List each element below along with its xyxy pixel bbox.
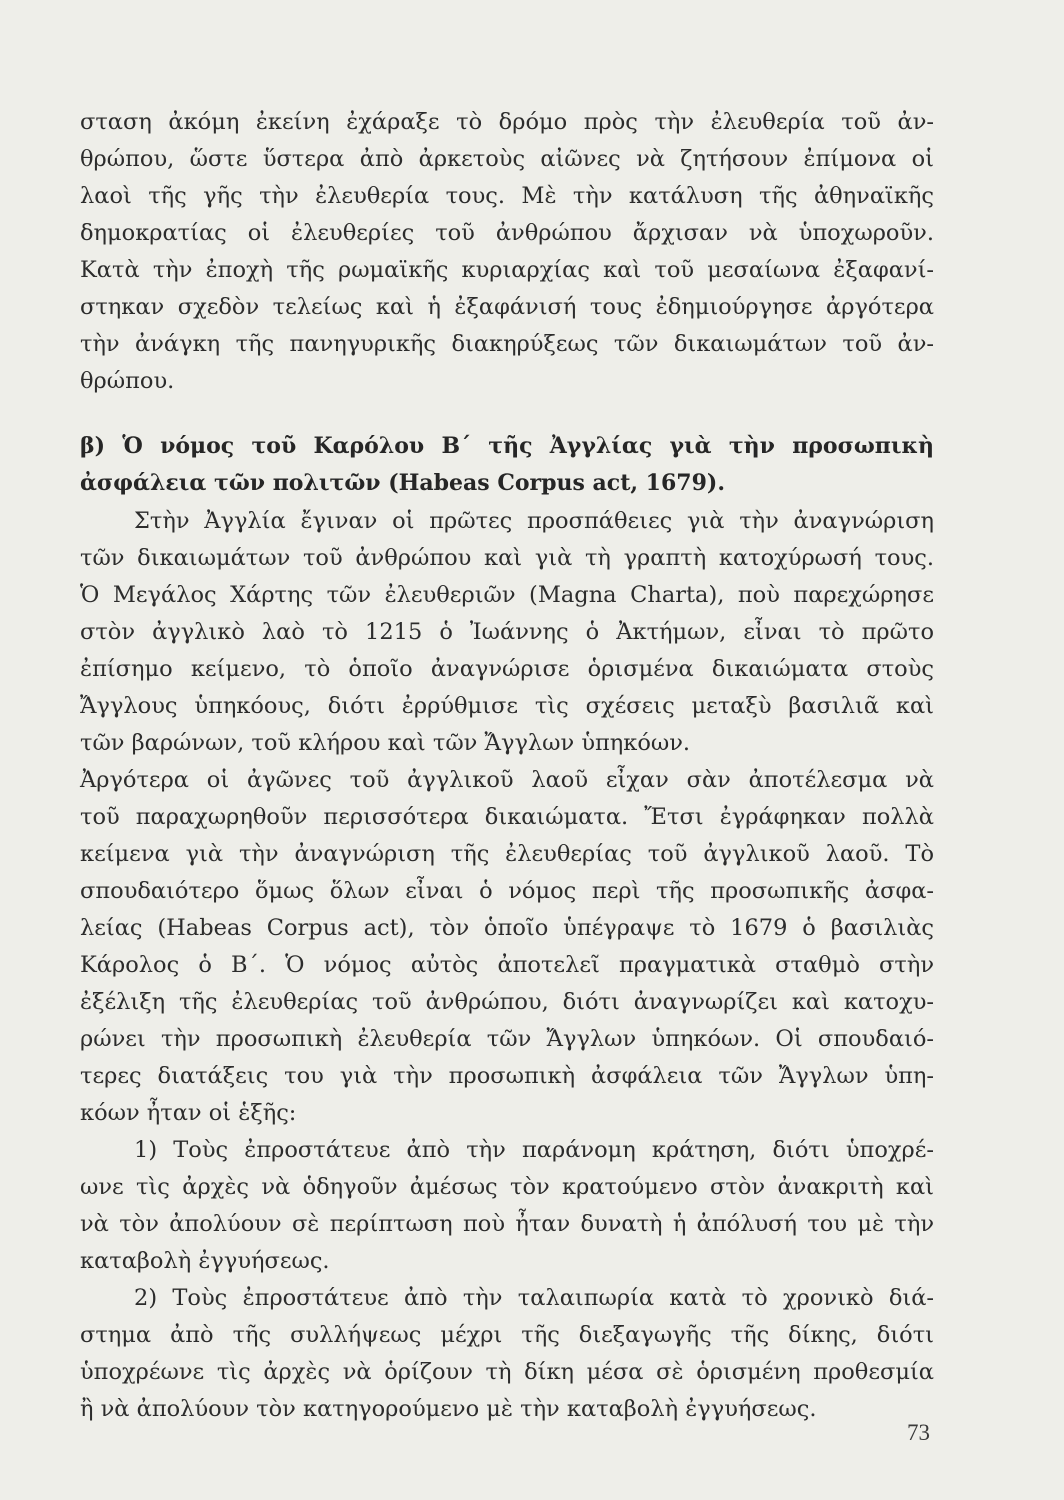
text-line: θρώπου, ὥστε ὕστερα ἀπὸ ἀρκετοὺς αἰῶνες νὰ ζητήσουν ἐπίμονα οἱ xyxy=(80,146,934,172)
text-line: τερες διατάξεις του γιὰ τὴν προσωπικὴ ἀσφάλεια τῶν Ἄγγλων ὑπη- xyxy=(80,1063,934,1089)
text-line: 1) Τοὺς ἐπροστάτευε ἀπὸ τὴν παράνομη κράτηση, διότι ὑποχρέ- xyxy=(134,1137,934,1163)
text-line: δημοκρατίας οἱ ἐλευθερίες τοῦ ἀνθρώπου ἄρχισαν νὰ ὑποχωροῦν. xyxy=(80,220,934,246)
text-line: ἐπίσημο κείμενο, τὸ ὁποῖο ἀναγνώρισε ὁρισμένα δικαιώματα στοὺς xyxy=(80,656,934,682)
text-line: ρώνει τὴν προσωπικὴ ἐλευθερία τῶν Ἄγγλων ὑπηκόων. Οἱ σπουδαιό- xyxy=(80,1026,934,1052)
paragraph-intro xyxy=(80,104,934,400)
text-line: σταση ἀκόμη ἐκείνη ἐχάραξε τὸ δρόμο πρὸς τὴν ἐλευθερία τοῦ ἀν- xyxy=(80,109,934,135)
text-line: νὰ τὸν ἀπολύουν σὲ περίπτωση ποὺ ἦταν δυνατὴ ἡ ἀπόλυσή του μὲ τὴν xyxy=(80,1211,934,1237)
paragraph-england xyxy=(80,503,934,1132)
section-heading xyxy=(80,428,934,502)
text-line: τοῦ παραχωρηθοῦν περισσότερα δικαιώματα. Ἔτσι ἐγράφηκαν πολλὰ xyxy=(80,804,934,830)
text-line: λαοὶ τῆς γῆς τὴν ἐλευθερία τους. Μὲ τὴν κατάλυση τῆς ἀθηναϊκῆς xyxy=(80,183,934,209)
text-line: καταβολὴ ἐγγυήσεως. xyxy=(80,1248,330,1274)
text-line: Ὁ Μεγάλος Χάρτης τῶν ἐλευθεριῶν (Magna Charta), ποὺ παρεχώρησε xyxy=(80,582,934,608)
text-line: κείμενα γιὰ τὴν ἀναγνώριση τῆς ἐλευθερίας τοῦ ἀγγλικοῦ λαοῦ. Τὸ xyxy=(80,841,934,867)
text-line: Κάρολος ὁ Β΄. Ὁ νόμος αὐτὸς ἀποτελεῖ πραγματικὰ σταθμὸ στὴν xyxy=(80,952,934,978)
text-line: Στὴν Ἀγγλία ἔγιναν οἱ πρῶτες προσπάθειες γιὰ τὴν ἀναγνώριση xyxy=(134,508,934,534)
page-number: 73 xyxy=(907,1420,930,1445)
text-line: Κατὰ τὴν ἐποχὴ τῆς ρωμαϊκῆς κυριαρχίας καὶ τοῦ μεσαίωνα ἐξαφανί- xyxy=(80,257,934,283)
text-line: ἐξέλιξη τῆς ἐλευθερίας τοῦ ἀνθρώπου, διότι ἀναγνωρίζει καὶ κατοχυ- xyxy=(80,989,934,1015)
text-line: ὑποχρέωνε τὶς ἀρχὲς νὰ ὁρίζουν τὴ δίκη μέσα σὲ ὁρισμένη προθεσμία xyxy=(80,1359,934,1385)
heading-line: β) Ὁ νόμος τοῦ Καρόλου Β΄ τῆς Ἀγγλίας γιὰ τὴν προσωπικὴ xyxy=(80,433,934,459)
text-line: κόων ἦταν οἱ ἑξῆς: xyxy=(80,1100,297,1126)
text-line: θρώπου. xyxy=(80,368,175,394)
text-line: ωνε τὶς ἀρχὲς νὰ ὁδηγοῦν ἀμέσως τὸν κρατούμενο στὸν ἀνακριτὴ καὶ xyxy=(80,1174,934,1200)
list-item-2 xyxy=(80,1280,934,1428)
text-line: τὴν ἀνάγκη τῆς πανηγυρικῆς διακηρύξεως τῶν δικαιωμάτων τοῦ ἀν- xyxy=(80,331,934,357)
text-line: 2) Τοὺς ἐπροστάτευε ἀπὸ τὴν ταλαιπωρία κατὰ τὸ χρονικὸ διά- xyxy=(134,1285,934,1311)
text-line: τῶν βαρώνων, τοῦ κλήρου καὶ τῶν Ἄγγλων ὑπηκόων. xyxy=(80,730,691,756)
text-line: Ἀργότερα οἱ ἀγῶνες τοῦ ἀγγλικοῦ λαοῦ εἶχαν σὰν ἀποτέλεσμα νὰ xyxy=(80,767,934,793)
heading-line: ἀσφάλεια τῶν πολιτῶν (Habeas Corpus act, 1679). xyxy=(80,470,725,496)
text-line: λείας (Habeas Corpus act), τὸν ὁποῖο ὑπέγραψε τὸ 1679 ὁ βασιλιὰς xyxy=(80,915,934,941)
text-line: στηκαν σχεδὸν τελείως καὶ ἡ ἐξαφάνισή τους ἐδημιούργησε ἀργότερα xyxy=(80,294,934,320)
text-line: τῶν δικαιωμάτων τοῦ ἀνθρώπου καὶ γιὰ τὴ γραπτὴ κατοχύρωσή τους. xyxy=(80,545,934,571)
list-item-1 xyxy=(80,1132,934,1280)
text-line: σπουδαιότερο ὅμως ὅλων εἶναι ὁ νόμος περὶ τῆς προσωπικῆς ἀσφα- xyxy=(80,878,934,904)
text-line: στὸν ἀγγλικὸ λαὸ τὸ 1215 ὁ Ἰωάννης ὁ Ἀκτήμων, εἶναι τὸ πρῶτο xyxy=(80,619,934,645)
text-line: στημα ἀπὸ τῆς συλλήψεως μέχρι τῆς διεξαγωγῆς τῆς δίκης, διότι xyxy=(80,1322,934,1348)
text-line: Ἄγγλους ὑπηκόους, διότι ἐρρύθμισε τὶς σχέσεις μεταξὺ βασιλιᾶ καὶ xyxy=(80,693,934,719)
text-line: ἢ νὰ ἀπολύουν τὸν κατηγορούμενο μὲ τὴν καταβολὴ ἐγγυήσεως. xyxy=(80,1396,817,1422)
